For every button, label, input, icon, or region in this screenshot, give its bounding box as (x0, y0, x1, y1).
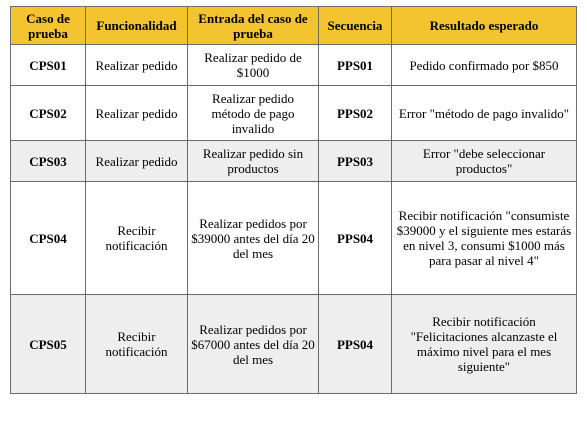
cell-secuencia: PPS03 (319, 141, 392, 182)
cell-funcionalidad: Realizar pedido (86, 86, 188, 141)
cell-secuencia: PPS04 (319, 295, 392, 394)
cell-resultado: Pedido confirmado por $850 (392, 45, 577, 86)
header-funcionalidad: Funcionalidad (86, 7, 188, 45)
header-secuencia: Secuencia (319, 7, 392, 45)
cell-resultado: Recibir notificación "Felicitaciones alcanzaste el máximo nivel para el mes siguiente" (392, 295, 577, 394)
table-row (11, 86, 577, 141)
cell-entrada: Realizar pedido método de pago invalido (188, 86, 319, 141)
cell-funcionalidad: Recibir notificación (86, 182, 188, 295)
table-row (11, 295, 577, 394)
test-cases-table (10, 6, 577, 394)
cell-resultado: Error "debe seleccionar productos" (392, 141, 577, 182)
table-row (11, 182, 577, 295)
cell-caso: CPS04 (11, 182, 86, 295)
cell-entrada: Realizar pedido sin productos (188, 141, 319, 182)
cell-funcionalidad: Realizar pedido (86, 141, 188, 182)
table-row (11, 141, 577, 182)
cell-secuencia: PPS04 (319, 182, 392, 295)
cell-entrada: Realizar pedido de $1000 (188, 45, 319, 86)
cell-entrada: Realizar pedidos por $67000 antes del día 20 del mes (188, 295, 319, 394)
cell-funcionalidad: Recibir notificación (86, 295, 188, 394)
header-entrada: Entrada del caso de prueba (188, 7, 319, 45)
cell-caso: CPS03 (11, 141, 86, 182)
cell-resultado: Error "método de pago invalido" (392, 86, 577, 141)
cell-caso: CPS01 (11, 45, 86, 86)
cell-resultado: Recibir notificación "consumiste $39000 y el siguiente mes estarás en nivel 3, consumi $1000 más para pasar al nivel 4" (392, 182, 577, 295)
table-row (11, 45, 577, 86)
header-caso: Caso de prueba (11, 7, 86, 45)
cell-caso: CPS05 (11, 295, 86, 394)
cell-funcionalidad: Realizar pedido (86, 45, 188, 86)
cell-secuencia: PPS02 (319, 86, 392, 141)
header-resultado: Resultado esperado (392, 7, 577, 45)
header-row (11, 7, 577, 45)
cell-caso: CPS02 (11, 86, 86, 141)
cell-secuencia: PPS01 (319, 45, 392, 86)
cell-entrada: Realizar pedidos por $39000 antes del día 20 del mes (188, 182, 319, 295)
